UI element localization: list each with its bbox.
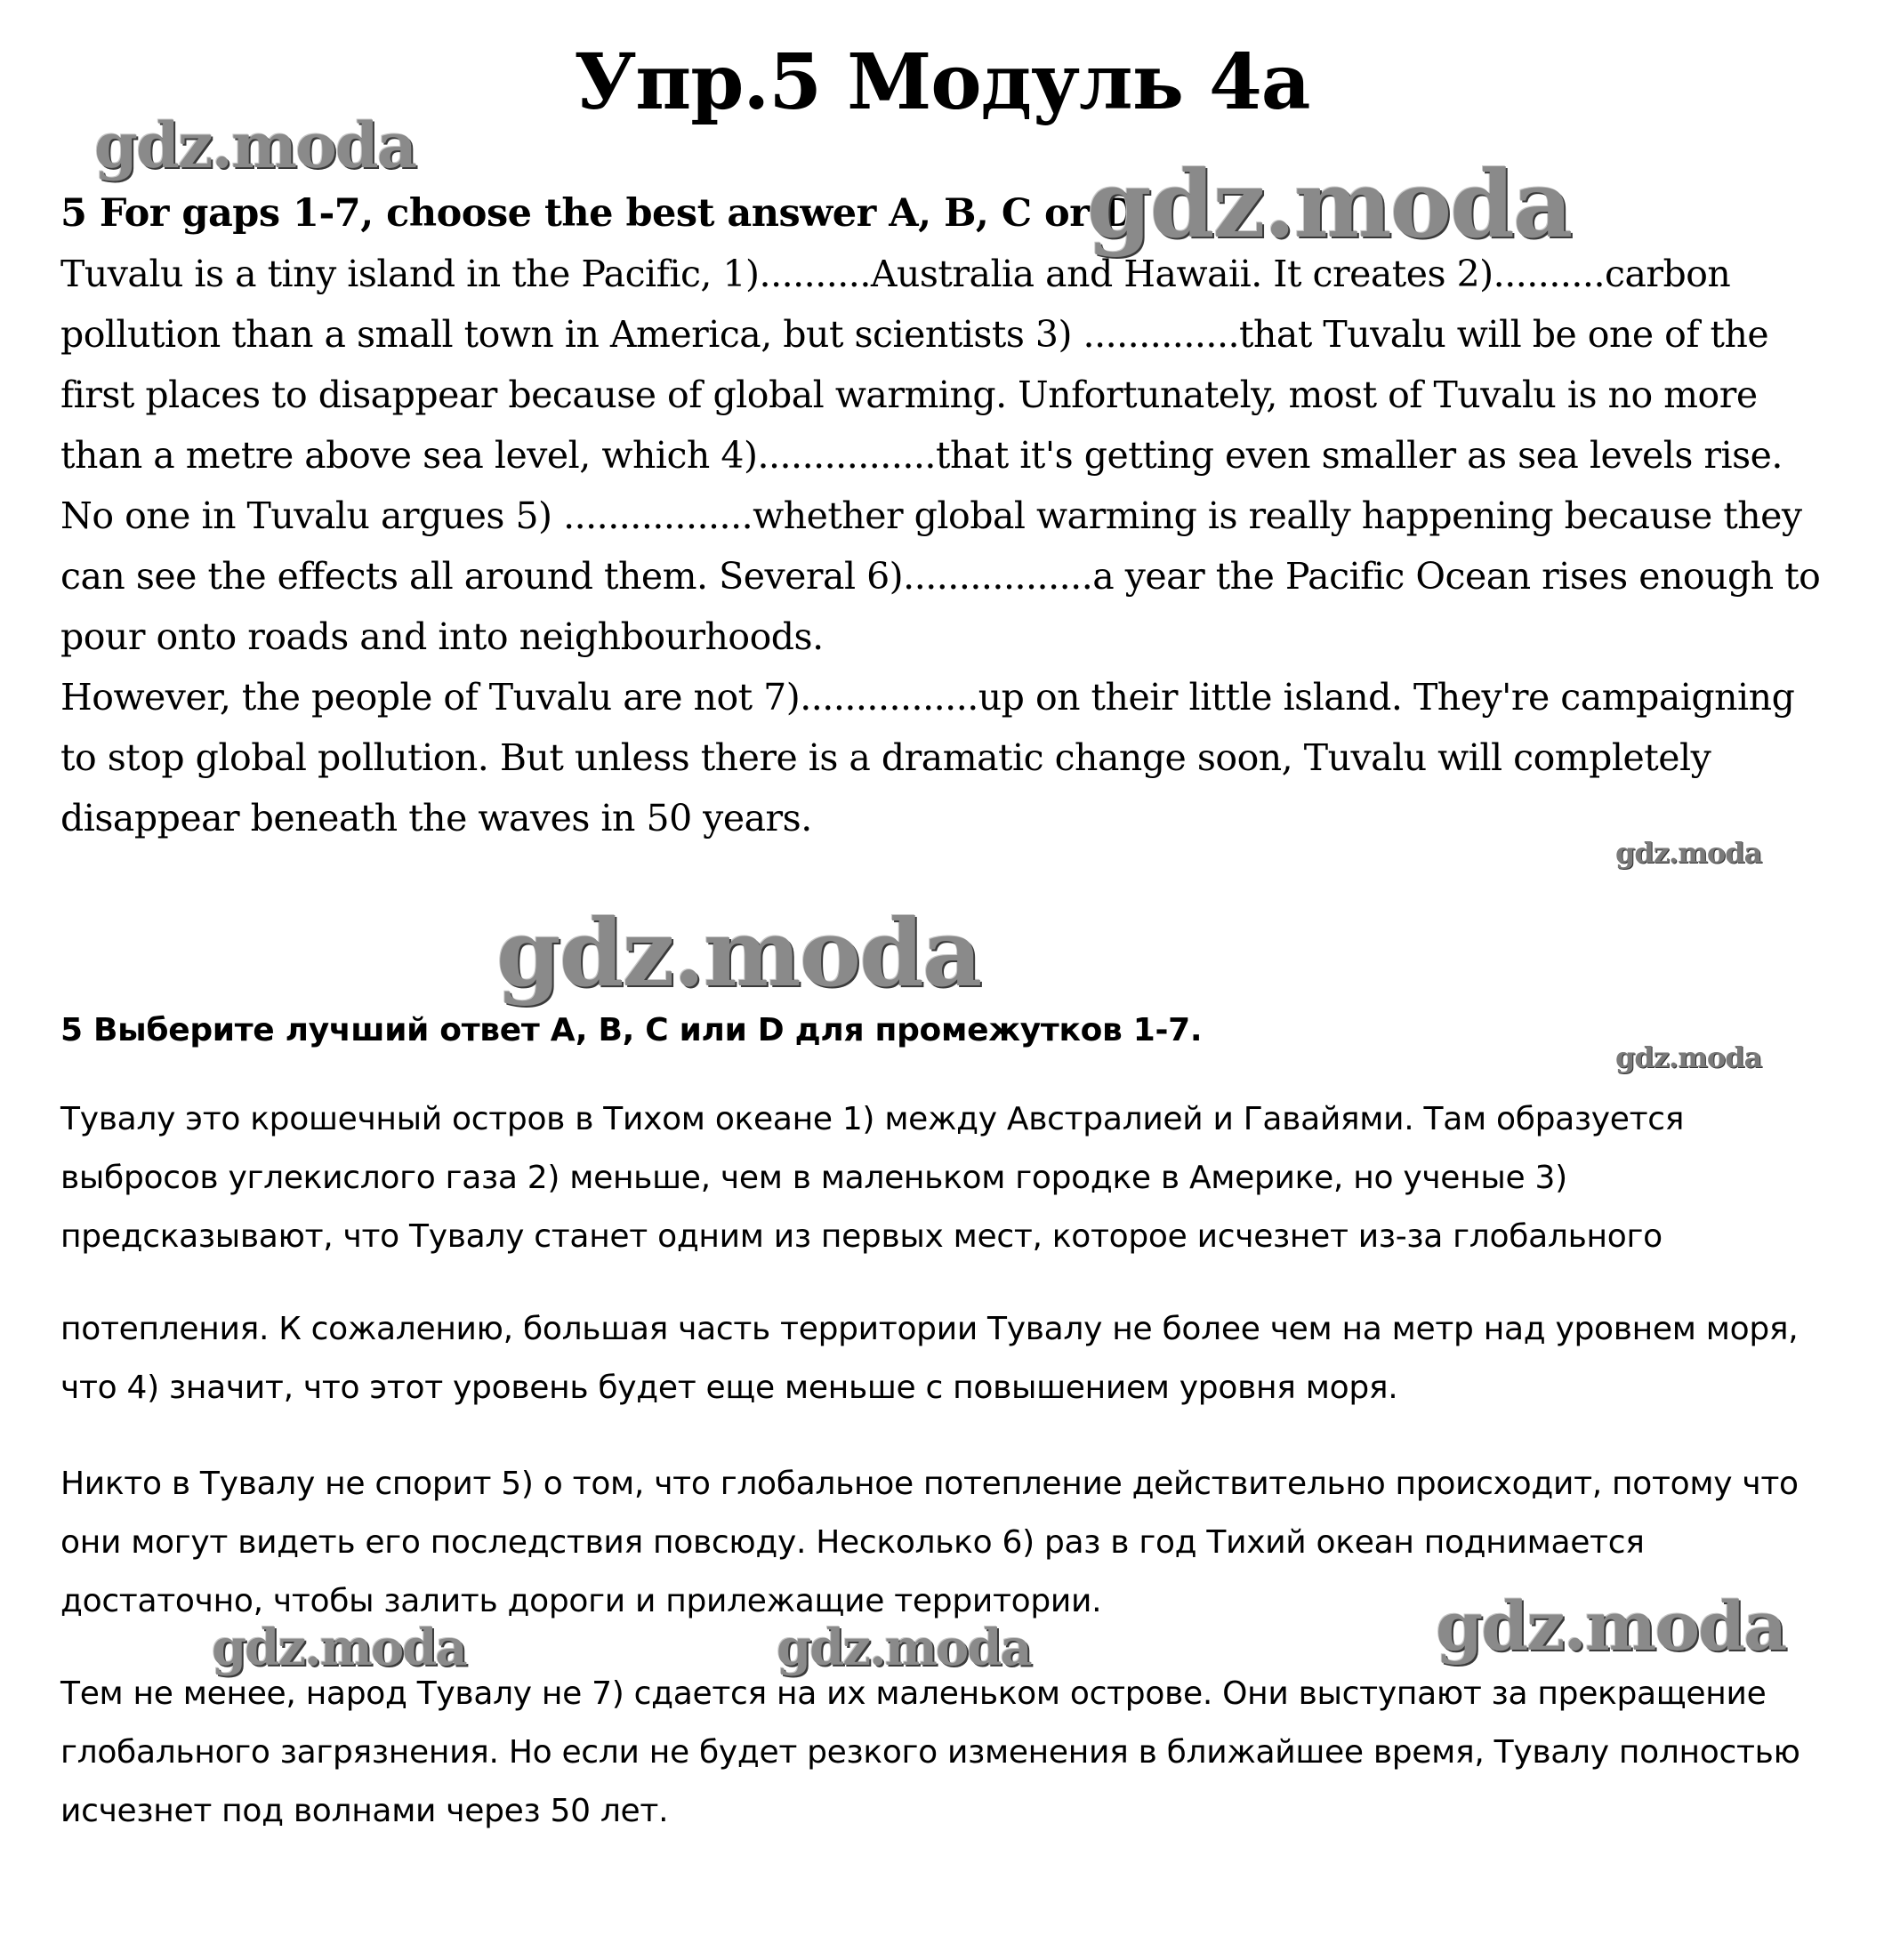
russian-paragraph-2: [60, 1300, 1840, 1418]
english-paragraph-1: Tuvalu is a tiny island in the Pacific, 1)..........Australia and Hawaii. It creates 2)..........carbon pollution than a small town in America, but scientists 3) ..............that Tuvalu will be one of the first places to disappear because of global warming. Unfortunately, most of Tuvalu is no more than a metre above sea level, which 4)................that it's getting even smaller as sea levels rise.: [60, 253, 1783, 477]
english-paragraph-2: No one in Tuvalu argues 5) .................whether global warming is really happening because they can see the effects all around them. Several 6).................a year the Pacific Ocean rises enough to pour onto roads and into neighbourhoods.: [60, 494, 1821, 658]
russian-paragraph-4-text: Тем не менее, народ Тувалу не 7) сдается на их маленьком острове. Они выступают за прекращение глобального загрязнения. Но если не будет резкого изменения в ближайшее время, Тувалу полностью исчезнет под волнами через 50 лет.: [60, 1675, 1800, 1829]
russian-paragraph-3-text: Никто в Тувалу не спорит 5) о том, что глобальное потепление действительно происходит, потому что они могут видеть его последствия повсюду. Несколько 6) раз в год Тихий океан поднимается достаточно, чтобы залить дороги и прилежащие территории.: [60, 1466, 1799, 1619]
watermark: gdz.moda: [94, 108, 416, 182]
watermark: gdz.moda: [496, 898, 981, 1008]
english-instruction: 5 For gaps 1-7, choose the best answer A, B, C or D.: [60, 191, 1147, 236]
watermark: gdz.moda: [1615, 836, 1762, 870]
watermark: gdz.moda: [1087, 149, 1572, 259]
russian-paragraph-2-text: потепления. К сожалению, большая часть территории Тувалу не более чем на метр над уровнем моря, что 4) значит, что этот уровень будет еще меньше с повышением уровня моря.: [60, 1311, 1799, 1406]
russian-instruction: [60, 1001, 1840, 1060]
watermark: gdz.moda: [1615, 1040, 1762, 1074]
watermark: gdz.moda: [212, 1619, 466, 1677]
watermark: gdz.moda: [1436, 1586, 1786, 1666]
page-title: Упр.5 Модуль 4а: [574, 37, 1310, 127]
english-exercise: [60, 183, 1840, 848]
russian-paragraph-1: [60, 1090, 1840, 1266]
watermark: gdz.moda: [777, 1619, 1031, 1677]
russian-paragraph-1-text: Тувалу это крошечный остров в Тихом океане 1) между Австралией и Гавайями. Там образуется выбросов углекислого газа 2) меньше, чем в маленьком городке в Америке, но ученые 3) предсказывают, что Тувалу станет одним из первых мест, которое исчезнет из-за глобального: [60, 1101, 1685, 1255]
russian-instruction-text: 5 Выберите лучший ответ A, B, C или D для промежутков 1-7.: [60, 1012, 1203, 1048]
russian-paragraph-4: [60, 1665, 1840, 1841]
english-paragraph-3: However, the people of Tuvalu are not 7)................up on their little island. They're campaigning to stop global pollution. But unless there is a dramatic change soon, Tuvalu will completely disappear beneath the waves in 50 years.: [60, 676, 1795, 839]
